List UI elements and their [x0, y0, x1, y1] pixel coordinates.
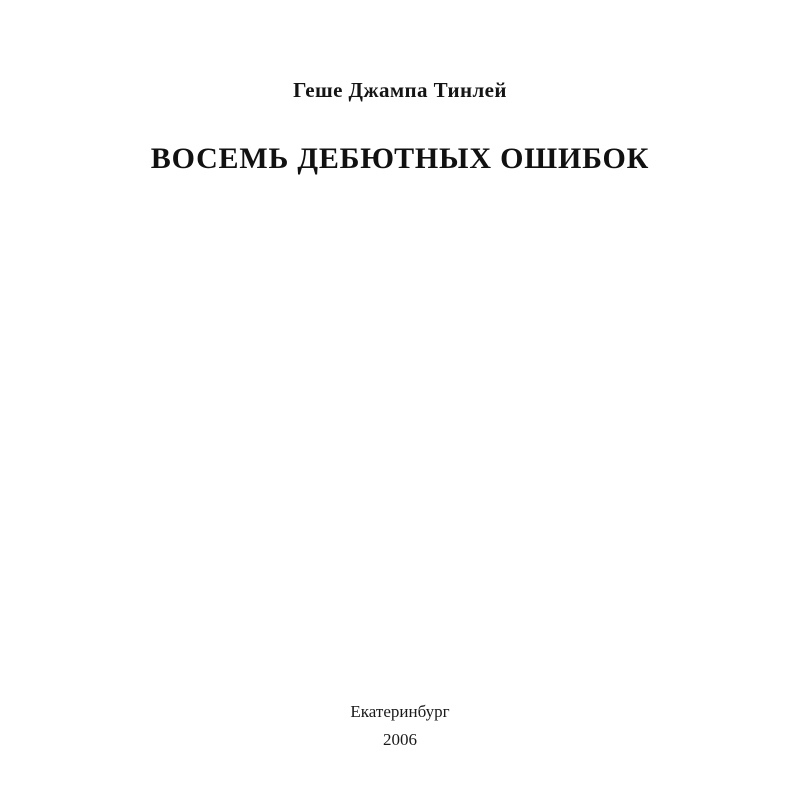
publication-city: Екатеринбург [350, 702, 450, 722]
publication-year: 2006 [383, 730, 417, 750]
book-title: ВОСЕМЬ ДЕБЮТНЫХ ОШИБОК [150, 142, 650, 176]
author-name: Геше Джампа Тинлей [293, 78, 507, 102]
imprint-block [0, 701, 800, 752]
title-block [0, 78, 800, 177]
